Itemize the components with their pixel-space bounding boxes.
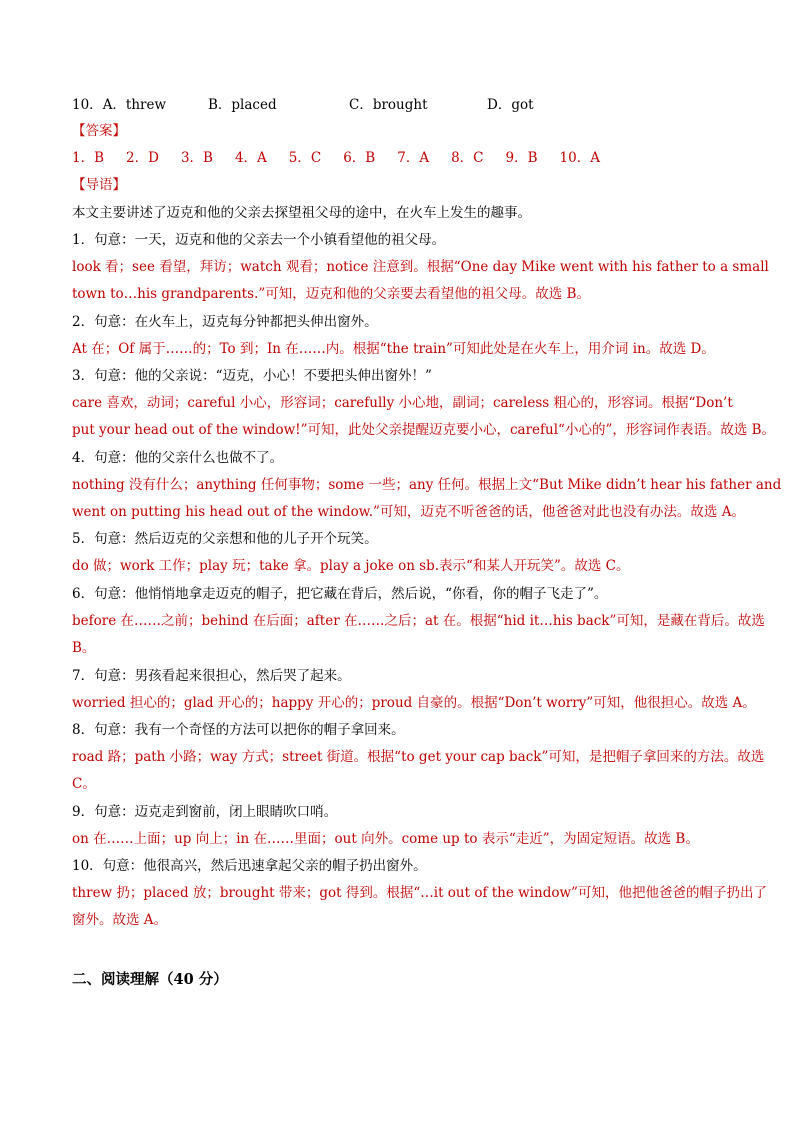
explanation-3-analysis: care 喜欢，动词；careful 小心，形容词；carefully 小心地，副词；careless 粗心的，形容词。根据“Don’t — [72, 395, 733, 411]
answer-item: 6．B — [343, 150, 376, 166]
guide-header: 【导语】 — [72, 177, 126, 193]
explanation-3-analysis: put your head out of the window!”可知，此处父亲提醒迈克要小心，careful“小心的”，形容词作表语。故选 B。 — [72, 422, 776, 438]
answer-item: 1．B — [72, 150, 105, 166]
answer-item: 4．A — [234, 150, 267, 166]
explanation-2-analysis: At 在；Of 属于……的；To 到；In 在……内。根据“the train”可知此处是在火车上，用介词 in。故选 D。 — [72, 341, 715, 357]
explanation-2-meaning: 2．句意：在火车上，迈克每分钟都把头伸出窗外。 — [72, 314, 378, 330]
explanation-8-analysis: C。 — [72, 776, 96, 792]
explanation-10-analysis: threw 扔；placed 放；brought 带来；got 得到。根据“…it out of the window”可知，他把他爸爸的帽子扔出了 — [72, 885, 767, 901]
explanation-6-analysis: before 在……之前；behind 在后面；after 在……之后；at 在。根据“hid it…his back”可知，是藏在背后。故选 — [72, 613, 765, 629]
explanation-10-meaning: 10．句意：他很高兴，然后迅速拿起父亲的帽子扔出窗外。 — [72, 858, 427, 874]
answer-item: 3．B — [180, 150, 213, 166]
explanation-10-analysis: 窗外。故选 A。 — [72, 912, 168, 928]
explanation-1-analysis: town to…his grandparents.”可知，迈克和他的父亲要去看望他的祖父母。故选 B。 — [72, 286, 590, 302]
q10-option-b: B．placed — [208, 97, 277, 113]
explanation-1-analysis: look 看；see 看望，拜访；watch 观看；notice 注意到。根据“One day Mike went with his father to a small — [72, 259, 769, 275]
answer-list — [72, 149, 622, 167]
answer-item: 8．C — [451, 150, 484, 166]
explanation-4-analysis: went on putting his head out of the window.”可知，迈克不听爸爸的话，他爸爸对此也没有办法。故选 A。 — [72, 504, 745, 520]
explanation-3-meaning: 3．句意：他的父亲说：“迈克，小心！不要把头伸出窗外！” — [72, 368, 432, 384]
explanation-6-meaning: 6．句意：他悄悄地拿走迈克的帽子，把它藏在背后，然后说，“你看，你的帽子飞走了”。 — [72, 586, 608, 602]
explanation-5-analysis: do 做；work 工作；play 玩；take 拿。play a joke on sb.表示“和某人开玩笑”。故选 C。 — [72, 558, 630, 574]
explanation-7-analysis: worried 担心的；glad 开心的；happy 开心的；proud 自豪的。根据“Don’t worry”可知，他很担心。故选 A。 — [72, 695, 756, 711]
answer-item: 9．B — [505, 150, 538, 166]
answer-header: 【答案】 — [72, 123, 126, 139]
explanation-4-meaning: 4．句意：他的父亲什么也做不了。 — [72, 450, 284, 466]
explanation-7-meaning: 7．句意：男孩看起来很担心，然后哭了起来。 — [72, 668, 351, 684]
summary: 本文主要讲述了迈克和他的父亲去探望祖父母的途中，在火车上发生的趣事。 — [72, 205, 531, 221]
explanation-9-meaning: 9．句意：迈克走到窗前，闭上眼睛吹口哨。 — [72, 804, 338, 820]
explanation-4-analysis: nothing 没有什么；anything 任何事物；some 一些；any 任何。根据上文“But Mike didn’t hear his father and — [72, 477, 782, 493]
explanation-5-meaning: 5．句意：然后迈克的父亲想和他的儿子开个玩笑。 — [72, 531, 378, 547]
q10-option-c: C．brought — [349, 97, 428, 113]
q10-option-a: 10．A．threw — [72, 97, 167, 113]
question-10-options — [72, 96, 534, 114]
q10-option-d: D．got — [487, 97, 534, 113]
explanation-8-analysis: road 路；path 小路；way 方式；street 街道。根据“to get your cap back”可知，是把帽子拿回来的方法。故选 — [72, 749, 765, 765]
section-heading: 二、阅读理解（40 分） — [72, 971, 228, 988]
answer-item: 7．A — [397, 150, 430, 166]
explanation-6-analysis: B。 — [72, 640, 96, 656]
answer-item: 10．A — [559, 150, 600, 166]
answer-item: 2．D — [126, 150, 159, 166]
answer-item: 5．C — [288, 150, 322, 166]
explanation-1-meaning: 1．句意：一天，迈克和他的父亲去一个小镇看望他的祖父母。 — [72, 232, 446, 248]
explanation-9-analysis: on 在……上面；up 向上；in 在……里面；out 向外。come up to 表示“走近”，为固定短语。故选 B。 — [72, 831, 699, 847]
explanation-8-meaning: 8．句意：我有一个奇怪的方法可以把你的帽子拿回来。 — [72, 722, 405, 738]
